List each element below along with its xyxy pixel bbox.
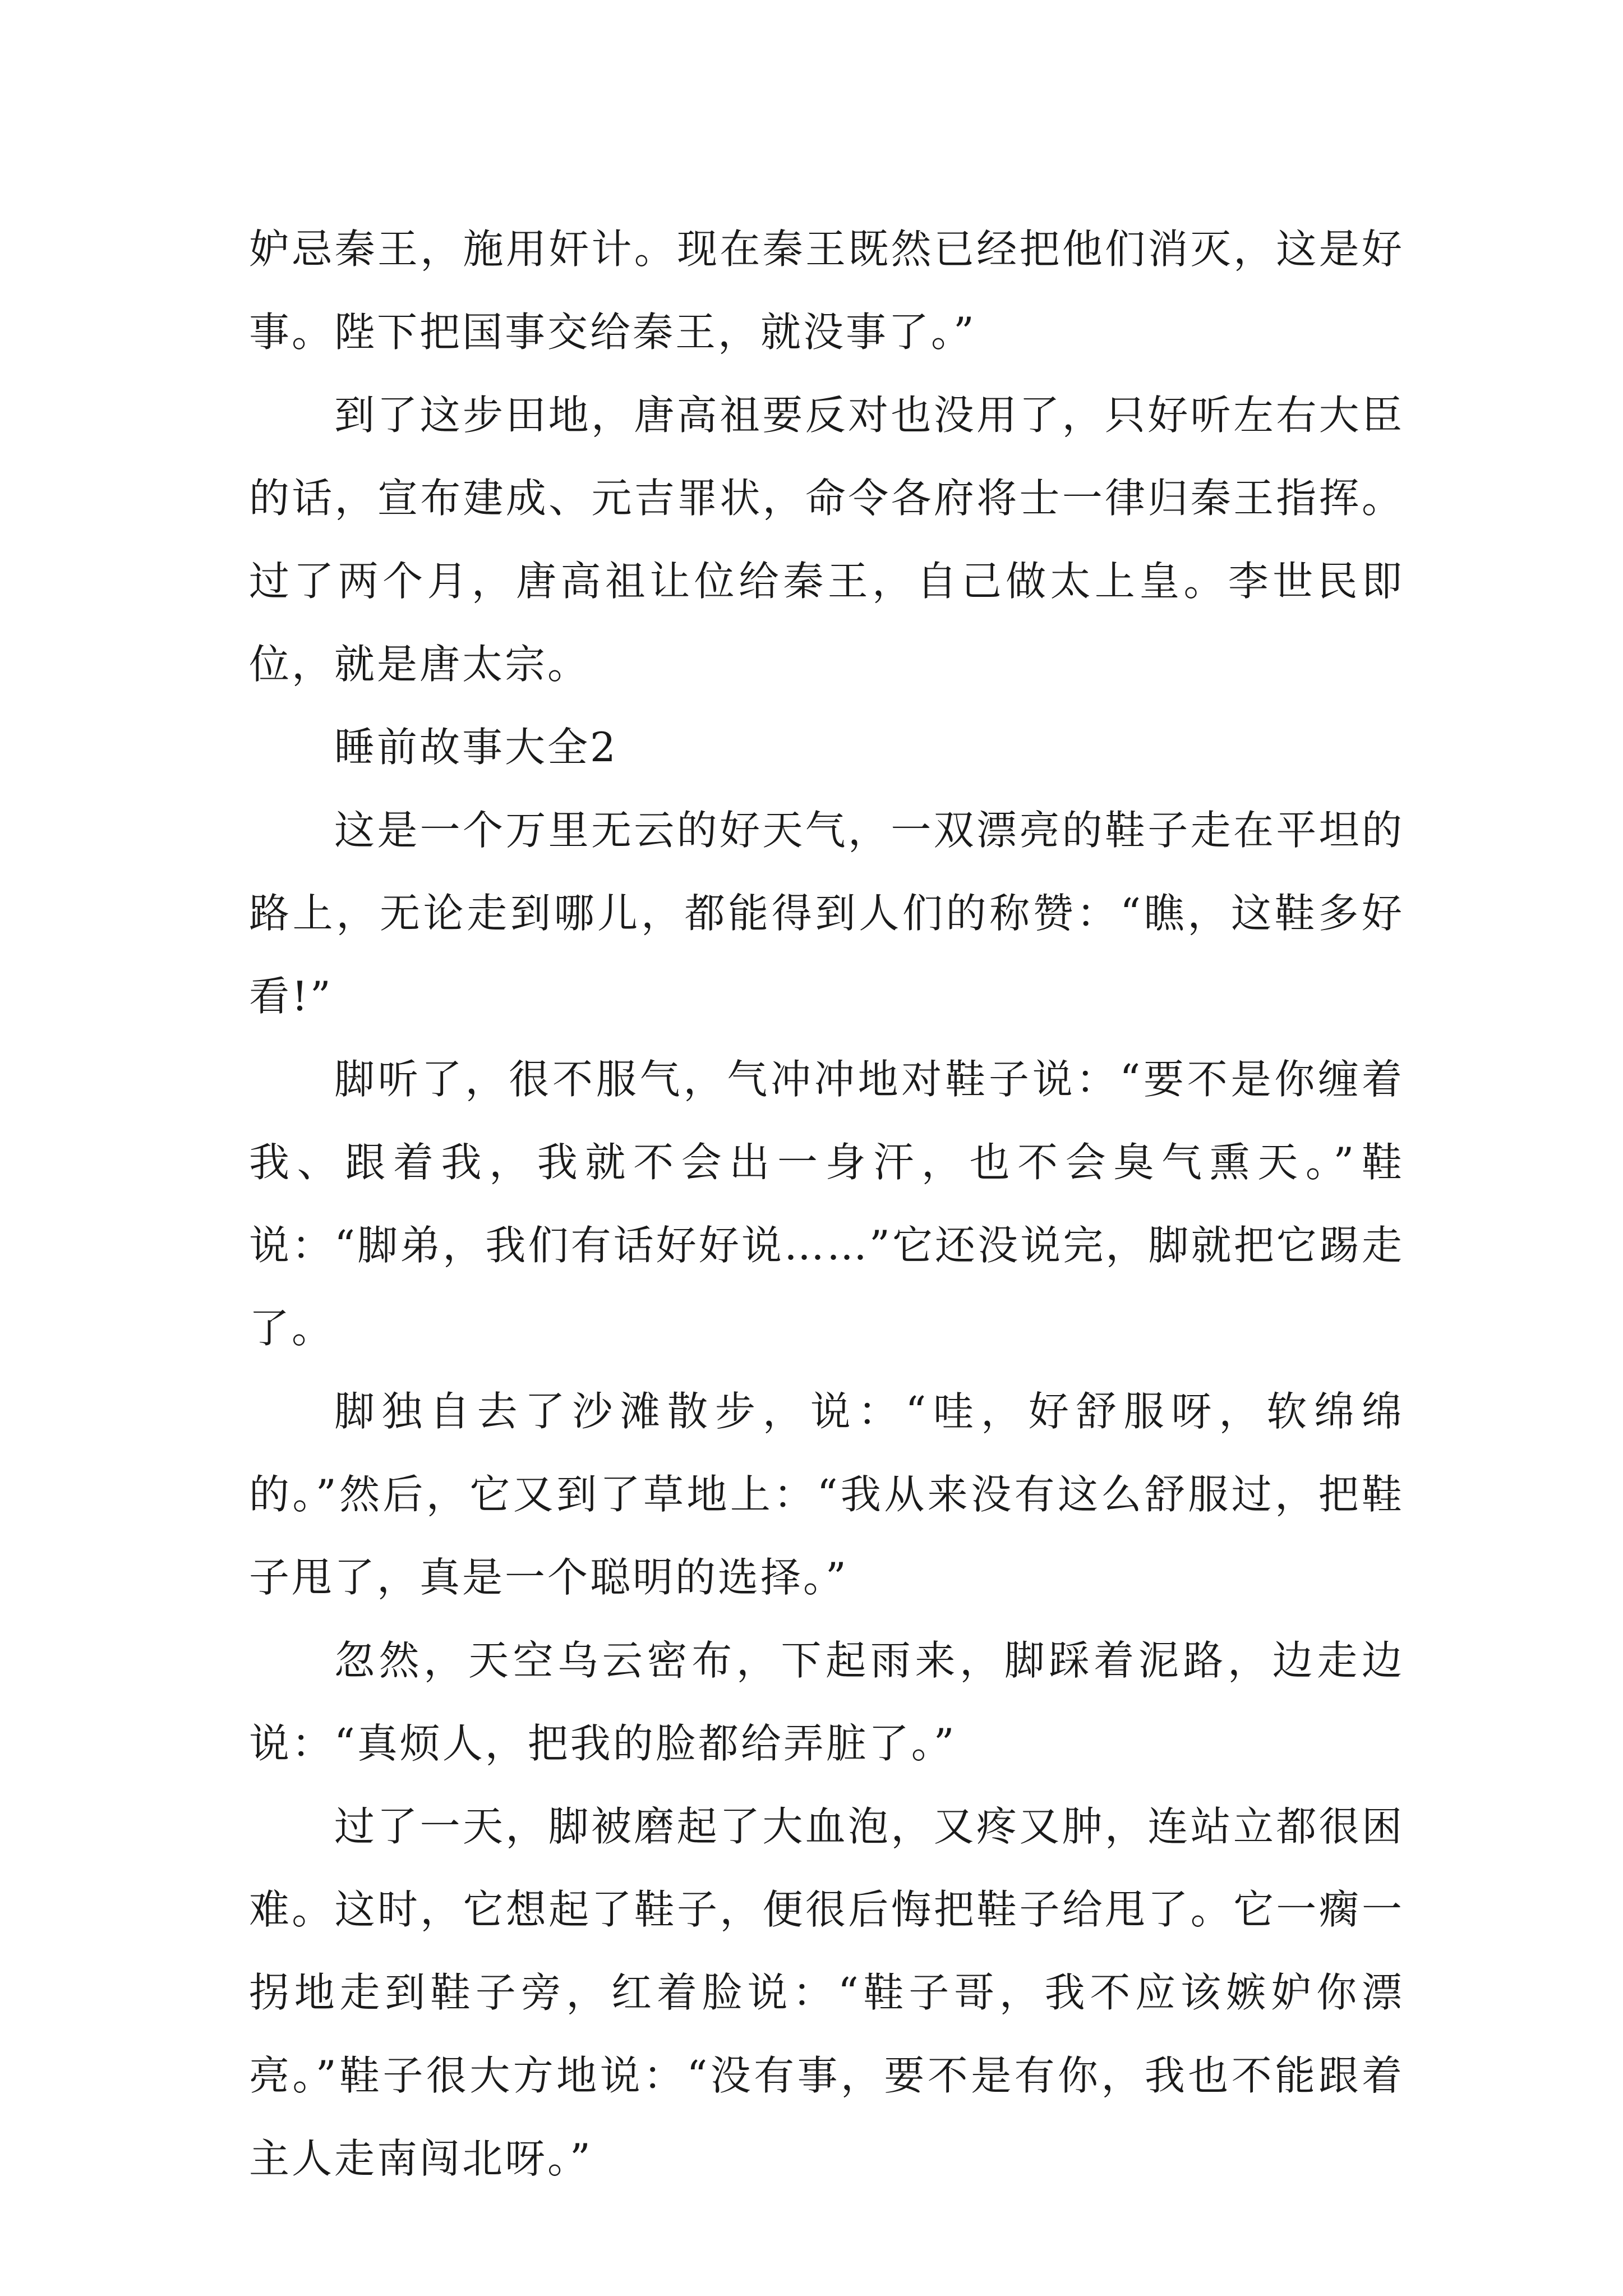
paragraph: 到了这步田地，唐高祖要反对也没用了，只好听左右大臣的话，宣布建成、元吉罪状，命令各府将士一律归秦王指挥。过了两个月，唐高祖让位给秦王，自己做太上皇。李世民即位，就是唐太宗。 xyxy=(249,392,1404,688)
section-heading: 睡前故事大全2 xyxy=(334,724,618,771)
paragraph: 妒忌秦王，施用奸计。现在秦王既然已经把他们消灭，这是好事。陛下把国事交给秦王，就没事了。” xyxy=(249,226,1404,356)
paragraph: 过了一天，脚被磨起了大血泡，又疼又肿，连站立都很困难。这时，它想起了鞋子，便很后悔把鞋子给甩了。它一瘸一拐地走到鞋子旁，红着脸说：“鞋子哥，我不应该嫉妒你漂亮。”鞋子很大方地说：“没有事，要不是有你，我也不能跟着主人走南闯北呀。” xyxy=(249,1803,1404,2182)
paragraph: 脚听了，很不服气，气冲冲地对鞋子说：“要不是你缠着我、跟着我，我就不会出一身汗，也不会臭气熏天。”鞋说：“脚弟，我们有话好好说……”它还没说完，脚就把它踢走了。 xyxy=(249,1056,1404,1352)
document-body xyxy=(249,208,1404,2200)
paragraph: 这是一个万里无云的好天气，一双漂亮的鞋子走在平坦的路上，无论走到哪儿，都能得到人们的称赞：“瞧，这鞋多好看!” xyxy=(249,807,1404,1020)
paragraph: 脚独自去了沙滩散步，说：“哇，好舒服呀，软绵绵的。”然后，它又到了草地上：“我从来没有这么舒服过，把鞋子甩了，真是一个聪明的选择。” xyxy=(249,1388,1404,1601)
paragraph: 忽然，天空乌云密布，下起雨来，脚踩着泥路，边走边说：“真烦人，把我的脸都给弄脏了。” xyxy=(249,1637,1404,1767)
